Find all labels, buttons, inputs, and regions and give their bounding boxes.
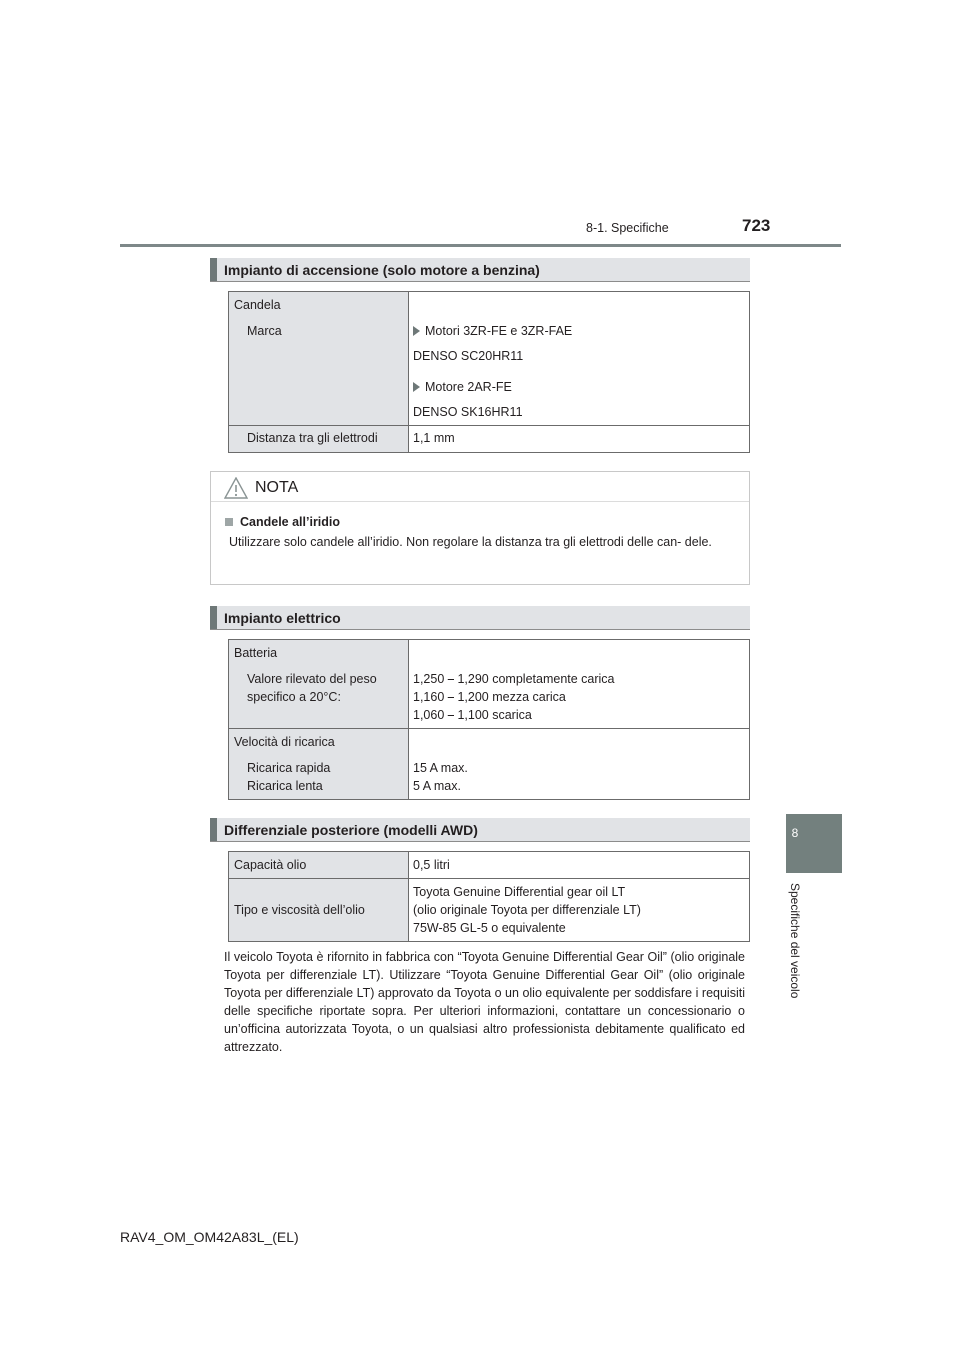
gap-value: 1,1 mm: [413, 431, 455, 445]
gap-label: Distanza tra gli elettrodi: [247, 431, 378, 445]
slow-charge-label: Ricarica lenta: [247, 779, 323, 793]
electric-table: [228, 639, 750, 800]
charge-label: Velocità di ricarica: [234, 735, 335, 749]
oil-type-label: Tipo e viscosità dell’olio: [234, 903, 365, 917]
body-paragraph: Il veicolo Toyota è rifornito in fabbrica con “Toyota Genuine Differential Gear Oil” (olio originale Toyota per differenziale LT). Utilizzare “Toyota Genuine Differential Gear Oil” (olio originale Toyota per differenziale LT) approvato da Toyota o un olio equivalente per soddisfare i requisiti delle specifiche riportate sopra. Per ulteriori informazioni, contattare un concessionario o un’officina autorizzata Toyota, o un qualsiasi altro professionista debitamente qualificato ed attrezzato.: [224, 950, 745, 1054]
gravity-value-3: 1,060 ⎯ 1,100 scarica: [413, 708, 532, 722]
spark2-text: DENSO SK16HR11: [413, 405, 523, 419]
table-row: [229, 729, 409, 800]
square-bullet-icon: [225, 518, 233, 526]
table-row: [229, 879, 409, 942]
gravity-value-2: 1,160 ⎯ 1,200 mezza carica: [413, 690, 566, 704]
table-row: [229, 640, 409, 729]
batteria-label: Batteria: [234, 646, 278, 660]
triangle-bullet-icon: [413, 326, 420, 336]
ignition-table: [228, 291, 750, 453]
triangle-bullet-icon: [413, 382, 420, 392]
table-cell: [409, 640, 750, 729]
fast-charge-value: 15 A max.: [413, 761, 468, 775]
page-number: 723: [742, 216, 771, 235]
diff-table: [228, 851, 750, 942]
table-cell: [409, 852, 750, 879]
section-bar: [210, 818, 217, 841]
engine2-text: Motore 2AR-FE: [425, 380, 512, 394]
oil-type-value-2: (olio originale Toyota per differenziale LT): [413, 903, 641, 917]
fast-charge-label: Ricarica rapida: [247, 761, 331, 775]
footer-code: RAV4_OM_OM42A83L_(EL): [120, 1229, 299, 1245]
table-cell: [409, 879, 750, 942]
marca-label: Marca: [247, 324, 282, 338]
spark1-text: DENSO SC20HR11: [413, 349, 524, 363]
section-title: 8-1. Specifiche: [586, 221, 669, 235]
chapter-tab: [786, 814, 842, 873]
section-title-ignition: Impianto di accensione (solo motore a benzina): [224, 262, 540, 278]
engine1-text: Motori 3ZR-FE e 3ZR-FAE: [425, 324, 573, 338]
section-bar: [210, 606, 217, 629]
section-header-ignition: [210, 258, 750, 282]
oil-type-value-1: Toyota Genuine Differential gear oil LT: [413, 885, 626, 899]
section-title-electric: Impianto elettrico: [224, 610, 341, 626]
nota-divider: [211, 501, 749, 502]
candela-label: Candela: [234, 298, 281, 312]
table-cell: [409, 426, 750, 453]
section-header-diff: [210, 818, 750, 842]
nota-body: Utilizzare solo candele all’iridio. Non regolare la distanza tra gli elettrodi delle can- dele.: [229, 535, 712, 549]
gravity-label-1: Valore rilevato del peso: [247, 672, 377, 686]
gravity-label-2: specifico a 20°C:: [247, 690, 341, 704]
capacity-value: 0,5 litri: [413, 858, 450, 872]
table-cell: [409, 729, 750, 800]
chapter-label: Specifiche del veicolo: [788, 883, 802, 999]
table-cell: [409, 292, 750, 426]
nota-subtitle: Candele all’iridio: [240, 515, 341, 529]
section-bar: [210, 258, 217, 281]
chapter-number: 8: [791, 826, 799, 840]
nota-box: [210, 471, 750, 585]
capacity-label: Capacità olio: [234, 858, 307, 872]
table-row: [229, 426, 409, 453]
oil-type-value-3: 75W-85 GL-5 o equivalente: [413, 921, 566, 935]
section-title-diff: Differenziale posteriore (modelli AWD): [224, 822, 478, 838]
header-divider: [120, 244, 841, 247]
table-row: [229, 292, 409, 426]
table-row: [229, 852, 409, 879]
section-header-electric: [210, 606, 750, 630]
gravity-value-1: 1,250 ⎯ 1,290 completamente carica: [413, 672, 615, 686]
warning-icon: [224, 477, 248, 499]
slow-charge-value: 5 A max.: [413, 779, 461, 793]
nota-title: NOTA: [255, 479, 299, 496]
